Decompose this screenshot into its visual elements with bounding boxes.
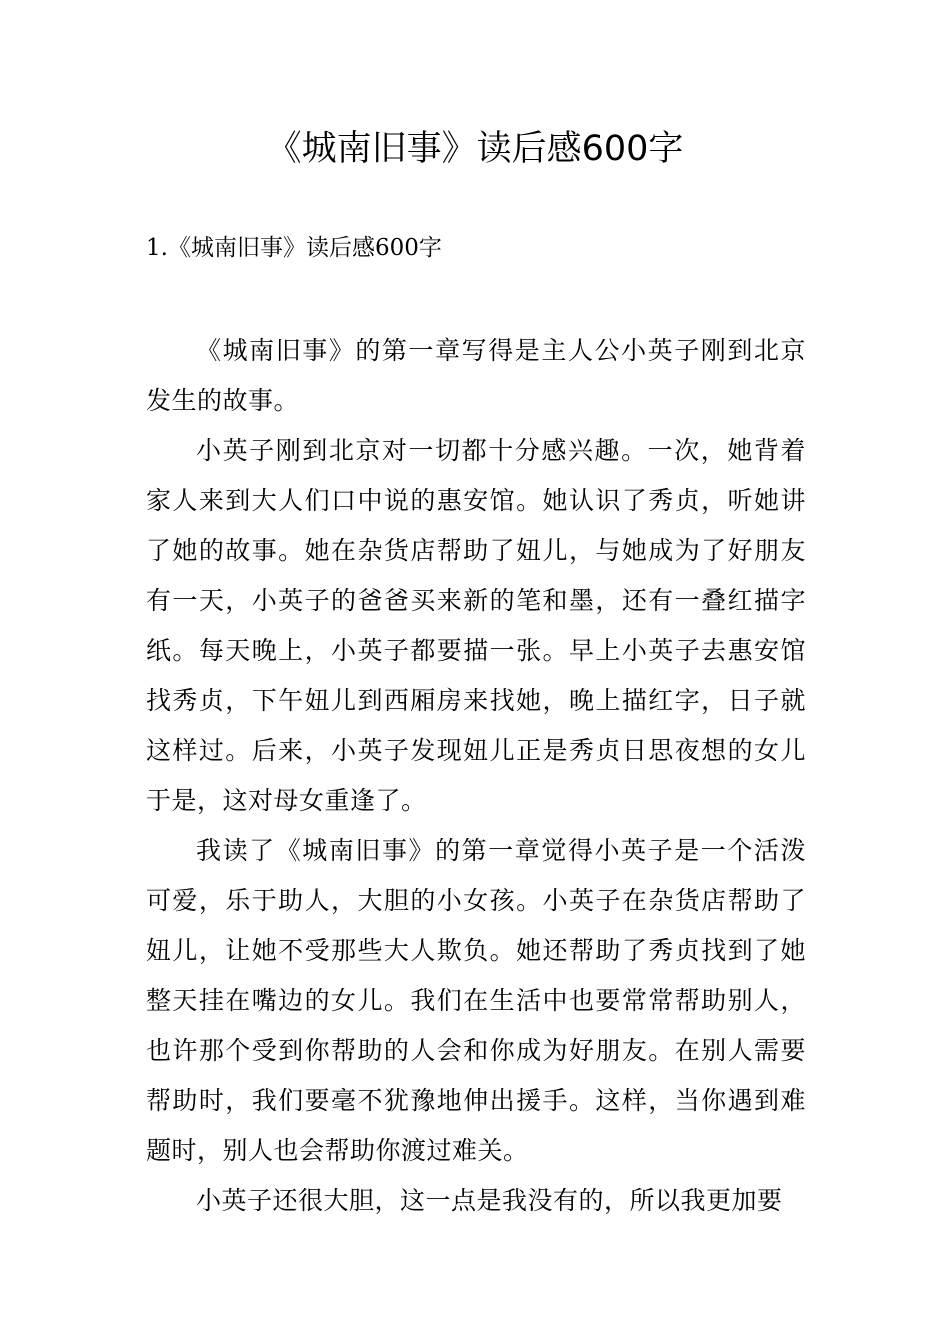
paragraph: 小英子刚到北京对一切都十分感兴趣。一次，她背着家人来到大人们口中说的惠安馆。她认识了秀贞，听她讲了她的故事。她在杂货店帮助了妞儿，与她成为了好朋友有一天，小英子的爸爸买来新的笔和墨，还有一叠红描字纸。每天晚上，小英子都要描一张。早上小英子去惠安馆找秀贞，下午妞儿到西厢房来找她，晚上描红字，日子就这样过。后来，小英子发现妞儿正是秀贞日思夜想的女儿于是，这对母女重逢了。 <box>146 436 806 815</box>
paragraph: 《城南旧事》的第一章写得是主人公小英子刚到北京发生的故事。 <box>146 336 806 415</box>
paragraph: 小英子还很大胆，这一点是我没有的，所以我更加要 <box>196 1186 783 1215</box>
document-body <box>146 326 806 1226</box>
section-heading: 1.《城南旧事》读后感600字 <box>146 235 442 261</box>
paragraph: 我读了《城南旧事》的第一章觉得小英子是一个活泼可爱，乐于助人，大胆的小女孩。小英子在杂货店帮助了妞儿，让她不受那些大人欺负。她还帮助了秀贞找到了她整天挂在嘴边的女儿。我们在生活中也要常常帮助别人，也许那个受到你帮助的人会和你成为好朋友。在别人需要帮助时，我们要毫不犹豫地伸出援手。这样，当你遇到难题时，别人也会帮助你渡过难关。 <box>146 836 806 1165</box>
document-title: 《城南旧事》读后感600字 <box>266 129 684 169</box>
